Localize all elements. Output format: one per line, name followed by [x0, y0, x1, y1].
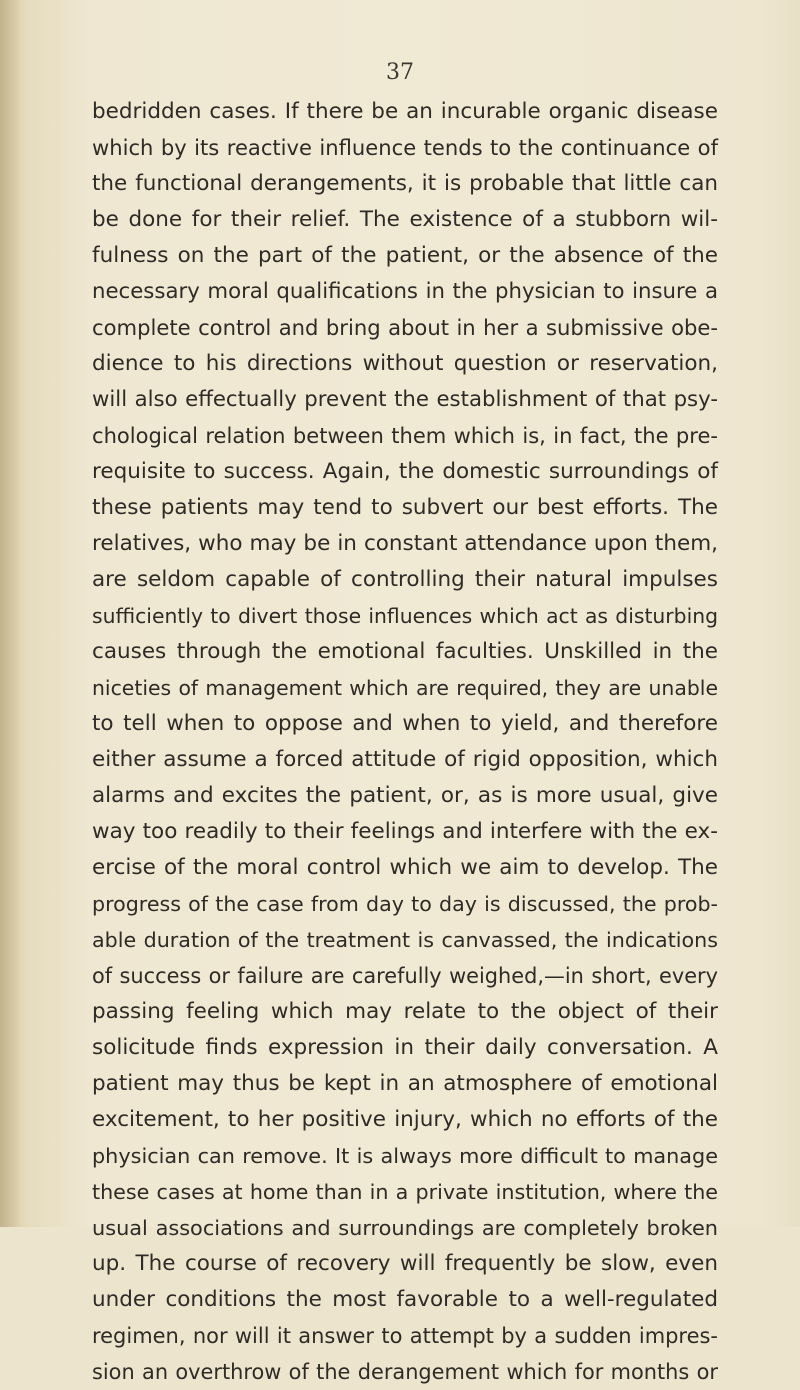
- body-text: [92, 94, 718, 1390]
- binding-shadow: [0, 0, 22, 1227]
- text-line: progress of the case from day to day is discussed, the prob-: [92, 892, 718, 916]
- text-line: chological relation between them which is, in fact, the pre-: [92, 423, 718, 448]
- text-line: complete control and bring about in her a submissive obe-: [92, 315, 718, 340]
- text-line: sion an overthrow of the derangement which for months or: [92, 1360, 718, 1384]
- text-line: necessary moral qualifications in the physician to insure a: [92, 279, 718, 304]
- text-line: alarms and excites the patient, or, as is more usual, give: [92, 783, 718, 808]
- text-line: patient may thus be kept in an atmosphere of emotional: [92, 1071, 718, 1096]
- text-line: of success or failure are carefully weighed,—in short, every: [92, 964, 718, 988]
- text-line: physician can remove. It is always more difficult to manage: [92, 1144, 718, 1168]
- text-line: dience to his directions without question or reservation,: [92, 351, 718, 376]
- text-line: relatives, who may be in constant attendance upon them,: [92, 531, 718, 556]
- text-line: requisite to success. Again, the domestic surroundings of: [92, 459, 718, 484]
- text-line: be done for their relief. The existence of a stubborn wil-: [92, 207, 718, 232]
- text-line: way too readily to their feelings and interfere with the ex-: [92, 819, 718, 844]
- text-line: the functional derangements, it is probable that little can: [92, 171, 718, 196]
- text-line: are seldom capable of controlling their natural impulses: [92, 567, 718, 592]
- text-line: excitement, to her positive injury, which no efforts of the: [92, 1107, 718, 1132]
- text-line: fulness on the part of the patient, or the absence of the: [92, 243, 718, 268]
- text-line: ercise of the moral control which we aim to develop. The: [92, 855, 718, 880]
- text-line: under conditions the most favorable to a well-regulated: [92, 1287, 718, 1312]
- page-number: 37: [386, 60, 414, 85]
- text-line: usual associations and surroundings are completely broken: [92, 1216, 718, 1240]
- text-line: sufficiently to divert those influences which act as disturbing: [92, 604, 718, 628]
- text-line: niceties of management which are required, they are unable: [92, 676, 718, 700]
- text-line: able duration of the treatment is canvassed, the indications: [92, 928, 718, 952]
- text-line: up. The course of recovery will frequently be slow, even: [92, 1251, 718, 1276]
- text-line: passing feeling which may relate to the object of their: [92, 999, 718, 1024]
- text-line: bedridden cases. If there be an incurable organic disease: [92, 99, 718, 124]
- text-line: will also effectually prevent the establishment of that psy-: [92, 387, 718, 412]
- text-line: to tell when to oppose and when to yield, and therefore: [92, 711, 718, 736]
- text-line: these patients may tend to subvert our best efforts. The: [92, 495, 718, 520]
- text-line: these cases at home than in a private institution, where the: [92, 1180, 718, 1204]
- text-line: causes through the emotional faculties. Unskilled in the: [92, 639, 718, 664]
- text-line: solicitude finds expression in their daily conversation. A: [92, 1035, 718, 1060]
- text-line: regimen, nor will it answer to attempt by a sudden impres-: [92, 1324, 718, 1348]
- text-line: either assume a forced attitude of rigid opposition, which: [92, 747, 718, 772]
- text-line: which by its reactive influence tends to the continuance of: [92, 135, 718, 160]
